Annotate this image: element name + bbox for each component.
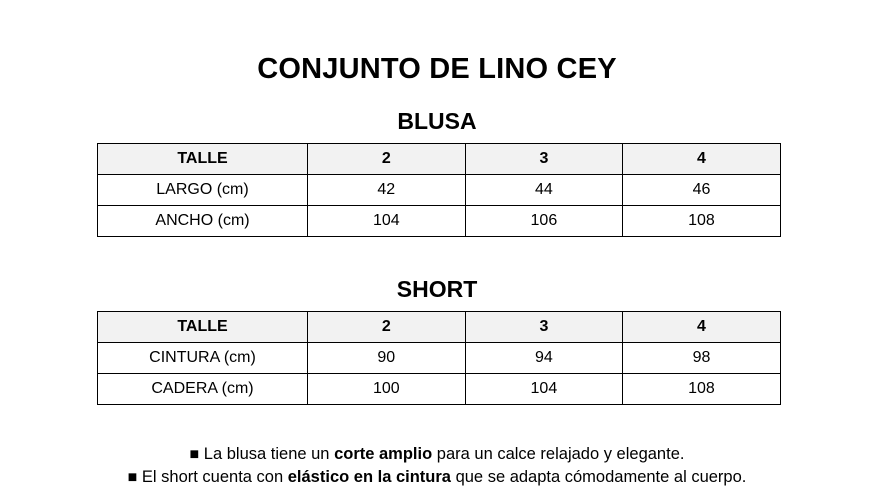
table-cell: 42 [308,175,466,206]
short-note [0,466,874,489]
header-cell-size: 4 [623,144,781,175]
table-cell: 104 [465,374,623,405]
header-cell-size: 4 [623,312,781,343]
header-cell-size: 2 [308,144,466,175]
note-text: El short cuenta con [141,468,284,486]
table-row [98,206,781,237]
blusa-note [0,443,874,466]
row-label: CINTURA (cm) [98,343,308,374]
table-row [98,175,781,206]
row-label: ANCHO (cm) [98,206,308,237]
table-cell: 100 [308,374,466,405]
table-cell: 46 [623,175,781,206]
page-title: CONJUNTO DE LINO CEY [257,53,617,85]
table-cell: 98 [623,343,781,374]
note-text: para un calce relajado y elegante. [436,445,685,463]
header-cell-talle: TALLE [98,312,308,343]
note-emphasis: elástico en la cintura [287,468,451,486]
table-cell: 94 [465,343,623,374]
table-cell: 108 [623,374,781,405]
note-emphasis: corte amplio [334,445,433,463]
square-bullet-icon: ■ [127,469,138,486]
header-cell-size: 3 [465,312,623,343]
square-bullet-icon: ■ [189,446,200,463]
blusa-size-table [97,143,781,237]
row-label: CADERA (cm) [98,374,308,405]
header-cell-size: 3 [465,144,623,175]
header-cell-talle: TALLE [98,144,308,175]
row-label: LARGO (cm) [98,175,308,206]
note-text: que se adapta cómodamente al cuerpo. [455,468,747,486]
table-cell: 44 [465,175,623,206]
header-cell-size: 2 [308,312,466,343]
short-section-title: SHORT [396,276,478,302]
table-row [98,374,781,405]
table-header-row [98,312,781,343]
table-row [98,343,781,374]
table-header-row [98,144,781,175]
notes [0,443,874,489]
short-size-table [97,311,781,405]
note-text: La blusa tiene un [203,445,330,463]
table-cell: 104 [308,206,466,237]
table-cell: 106 [465,206,623,237]
table-cell: 108 [623,206,781,237]
table-cell: 90 [308,343,466,374]
blusa-section-title: BLUSA [397,108,477,134]
